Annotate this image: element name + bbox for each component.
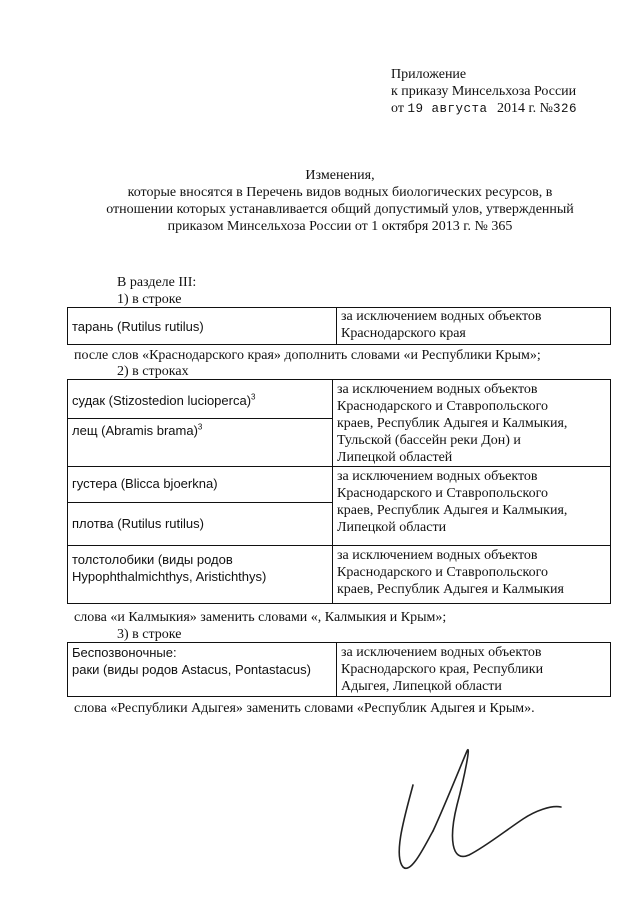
title-line-2: которые вносятся в Перечень видов водных биологических ресурсов, в — [127, 185, 553, 200]
footnote-mark: 3 — [197, 422, 203, 432]
handwritten-signature-icon — [385, 745, 565, 875]
exception-cell-1 — [337, 308, 611, 345]
item-3-label: 3) в строке — [117, 627, 182, 642]
item-3-note: слова «Республики Адыгея» заменить словами «Республик Адыгея и Крым». — [74, 701, 535, 716]
exception-line: Краснодарского и Ставропольского — [337, 486, 549, 501]
section-heading: В разделе III: — [117, 275, 197, 290]
exception-line: краев, Республик Адыгея и Калмыкия, — [337, 503, 568, 518]
exception-cell-2 — [333, 380, 611, 467]
group-2-species — [68, 467, 333, 546]
exception-line: за исключением водных объектов — [337, 382, 538, 397]
table-item-2 — [67, 379, 611, 604]
exception-line: Адыгея, Липецкой области — [341, 679, 502, 694]
appendix-label: Приложение — [391, 67, 467, 82]
exception-line: за исключением водных объектов — [337, 548, 538, 563]
number-sign: № — [539, 101, 553, 116]
exception-line: Краснодарского и Ставропольского — [337, 399, 549, 414]
species-line: раки (виды родов Astacus, Pontastacus) — [72, 662, 311, 677]
species-sudak — [68, 380, 332, 418]
appendix-header — [391, 66, 577, 118]
exception-line: Липецкой области — [337, 520, 447, 535]
date-prefix: от — [391, 101, 404, 116]
exception-line: Краснодарского края — [341, 326, 466, 341]
species-gustera: густера (Blicca bjoerkna) — [72, 476, 218, 491]
item-1-note: после слов «Краснодарского края» дополнить словами «и Республики Крым»; — [74, 348, 541, 363]
exception-cell-4 — [333, 546, 611, 604]
item-1-label: 1) в строке — [117, 292, 182, 307]
exception-cell-3 — [333, 467, 611, 546]
species-name: судак (Stizostedion lucioperca) — [72, 393, 252, 408]
species-plotva: плотва (Rutilus rutilus) — [68, 502, 332, 545]
species-line: толстолобики (виды родов — [72, 552, 233, 567]
exception-line: за исключением водных объектов — [341, 645, 542, 660]
appendix-order-ref: к приказу Минсельхоза России — [391, 84, 577, 99]
order-date: 19 августа — [407, 102, 488, 116]
footnote-mark: 3 — [251, 392, 256, 402]
species-taran: тарань (Rutilus rutilus) — [68, 308, 337, 345]
table-item-1 — [67, 307, 611, 345]
title-line-4: приказом Минсельхоза России от 1 октября 2013 г. № 365 — [167, 219, 513, 234]
item-2-label: 2) в строках — [117, 364, 189, 379]
species-raki — [68, 643, 337, 697]
exception-cell-5 — [337, 643, 611, 697]
title-line-3: отношении которых устанавливается общий допустимый улов, утвержденный — [106, 202, 574, 217]
item-2-note: слова «и Калмыкия» заменить словами «, Калмыкия и Крым»; — [74, 610, 447, 625]
order-year: 2014 г. — [496, 101, 537, 116]
title-line-1: Изменения, — [305, 168, 375, 183]
species-leshch — [68, 418, 332, 465]
species-name: лещ (Abramis brama) — [72, 423, 198, 438]
appendix-date-line — [391, 100, 577, 118]
exception-line: краев, Республик Адыгея и Калмыкия, — [337, 416, 568, 431]
table-item-3 — [67, 642, 611, 697]
exception-line: за исключением водных объектов — [337, 469, 538, 484]
exception-line: Краснодарского и Ставропольского — [337, 565, 549, 580]
exception-line: Тульской (бассейн реки Дон) и — [337, 433, 521, 448]
order-number: 326 — [552, 102, 577, 116]
species-line: Беспозвоночные: — [72, 645, 177, 660]
exception-line: Липецкой областей — [337, 450, 453, 465]
exception-line: Краснодарского края, Республики — [341, 662, 544, 677]
exception-line: краев, Республик Адыгея и Калмыкия — [337, 582, 564, 597]
species-tolstolobiki — [68, 546, 333, 604]
group-1-species — [68, 380, 333, 467]
exception-line: за исключением водных объектов — [341, 309, 542, 324]
species-line: Hypophthalmichthys, Aristichthys) — [72, 569, 267, 584]
document-title — [60, 167, 620, 235]
